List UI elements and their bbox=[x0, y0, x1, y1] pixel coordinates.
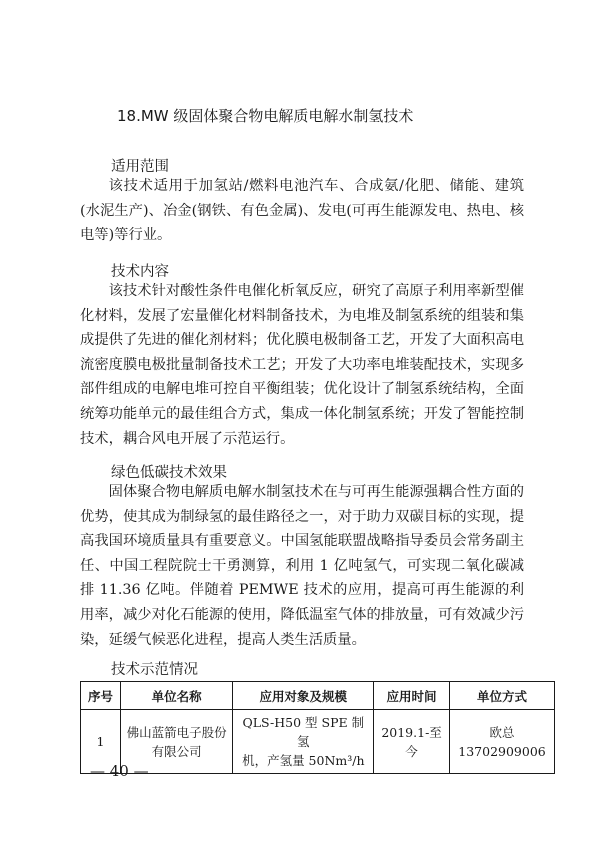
table-header-row bbox=[81, 682, 555, 710]
section-heading-demo: 技术示范情况 bbox=[111, 662, 198, 678]
cell-application bbox=[233, 710, 374, 774]
section-text-effect: 固体聚合物电解质电解水制氢技术在与可再生能源强耦合性方面的优势，使其成为制绿氢的最佳路径之一，对于助力双碳目标的实现，提高我国环境质量具有重要意义。中国氢能联盟战略指导委员会常务副主任、中国工程院院士干勇测算，利用 1 亿吨氢气，可实现二氧化碳减排 11.36 亿吨。伴随着 PEMWE 技术的应用，提高可再生能源的利用率，减少对化石能源的使用，降低温室气体的排放量，可有效减少污染，延缓气候恶化进程，提高人类生活质量。 bbox=[80, 484, 524, 648]
demo-table bbox=[80, 681, 555, 774]
cell-application-line2: 机，产氢量 50Nm³/h bbox=[242, 753, 365, 768]
header-application: 应用对象及规模 bbox=[233, 682, 374, 710]
header-no: 序号 bbox=[81, 682, 121, 710]
page-number: — 40 — bbox=[90, 762, 149, 780]
cell-no: 1 bbox=[81, 710, 121, 774]
cell-unit-line2: 有限公司 bbox=[151, 743, 202, 759]
document-title: 18.MW 级固体聚合物电解质电解水制氢技术 bbox=[117, 107, 414, 125]
section-heading-content: 技术内容 bbox=[111, 264, 169, 280]
cell-time: 2019.1-至今 bbox=[374, 710, 450, 774]
table-row bbox=[81, 710, 555, 774]
cell-contact bbox=[450, 710, 555, 774]
section-text-content: 该技术针对酸性条件电催化析氧反应，研究了高原子利用率新型催化材料，发展了宏量催化材料制备技术，为电堆及制氢系统的组装和集成提供了先进的催化剂材料；优化膜电极制备工艺，开发了大面积高电流密度膜电极批量制备技术工艺；开发了大功率电堆装配技术，实现多部件组成的电解电堆可控自平衡组装；优化设计了制氢系统结构，全面统筹功能单元的最佳组合方式，集成一体化制氢系统；开发了智能控制技术，耦合风电开展了示范运行。 bbox=[80, 283, 524, 447]
section-heading-scope: 适用范围 bbox=[111, 159, 169, 175]
header-contact: 单位方式 bbox=[450, 682, 555, 710]
cell-unit-line1: 佛山蓝箭电子股份 bbox=[126, 724, 227, 740]
section-heading-effect: 绿色低碳技术效果 bbox=[111, 465, 227, 481]
cell-application-line1: QLS-H50 型 SPE 制氢 bbox=[242, 715, 365, 749]
cell-contact-line1: 欧总 bbox=[489, 724, 515, 740]
cell-contact-line2: 13702909006 bbox=[458, 743, 546, 759]
header-unit: 单位名称 bbox=[120, 682, 233, 710]
section-text-scope: 该技术适用于加氢站/燃料电池汽车、合成氨/化肥、储能、建筑(水泥生产)、冶金(钢铁、有色金属)、发电(可再生能源发电、热电、核电等)等行业。 bbox=[80, 178, 524, 244]
header-time: 应用时间 bbox=[374, 682, 450, 710]
